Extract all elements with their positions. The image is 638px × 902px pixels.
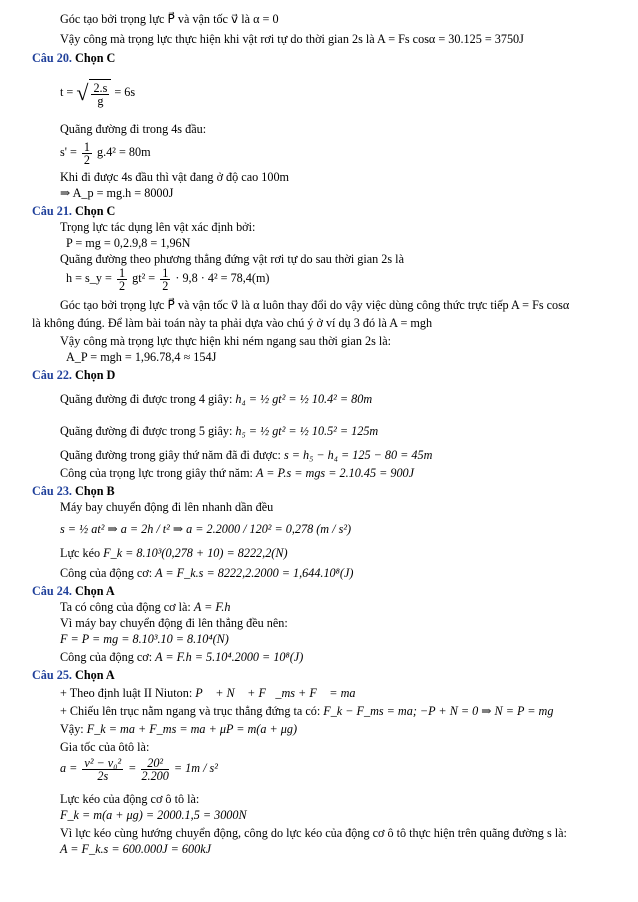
q20-s-num: 1 — [83, 139, 90, 154]
q21-line-8: A_P = mgh = 1,96.78,4 ≈ 154J — [66, 350, 217, 364]
half-num: 1 — [162, 265, 169, 280]
q25-line-3 — [60, 722, 297, 736]
q25-heading — [32, 668, 115, 682]
q22-l4-text: Công của trọng lực trong giây thứ năm: — [60, 466, 253, 480]
half-fraction — [117, 267, 127, 292]
q25-line-8: Vì lực kéo cùng hướng chuyển động, công do lực kéo của động cơ ô tô thực hiện trên quãng đường s là: — [60, 826, 567, 840]
q20-distance-label: Quãng đường đi trong 4s đầu: — [60, 122, 207, 136]
q20-heading — [32, 51, 115, 65]
q23-l4-math: A = F_k.s = 8222,2.2000 = 1,644.10⁸(J) — [155, 566, 354, 580]
half-den: 2 — [162, 278, 169, 293]
q22-line-4 — [60, 466, 414, 480]
q23-answer: Chọn B — [75, 484, 115, 498]
q22-l3-math: s = h₅ − h₄ = 125 − 80 = 45m — [283, 448, 433, 462]
q20-number: Câu 20. — [32, 51, 72, 65]
q25-frac-1-den: 2s — [97, 768, 109, 783]
q25-line-1 — [60, 686, 365, 700]
q22-l3-text: Quãng đường trong giây thứ năm đã đi được: — [60, 448, 281, 462]
q25-line-7: F_k = m(a + μg) = 2000.1,5 = 3000N — [60, 808, 247, 822]
q20-t-lhs: t = — [60, 85, 74, 99]
q20-t-fraction — [91, 82, 109, 107]
q25-l2-math: F_k − F_ms = ma; −P + N = 0 ⇒ N = P = mg — [323, 704, 554, 718]
q23-number: Câu 23. — [32, 484, 72, 498]
q21-heading — [32, 204, 115, 218]
q20-t-den: g — [97, 94, 104, 109]
q24-l4-text: Công của động cơ: — [60, 650, 153, 664]
q21-h-rhs: · 9,8 · 4² = 78,4(m) — [175, 271, 270, 285]
q22-heading — [32, 368, 115, 382]
q21-number: Câu 21. — [32, 204, 72, 218]
q20-t-rhs: = 6s — [114, 85, 136, 99]
q22-answer: Chọn D — [75, 368, 116, 382]
q24-l1-math: A = F.h — [193, 600, 231, 614]
q19-work-line: Vậy công mà trọng lực thực hiện khi vật rơi tự do thời gian 2s là A = Fs cosα = 30.125 = 3750J — [60, 32, 524, 46]
q25-a-rhs: = 1m / s² — [173, 761, 218, 775]
q21-line-2: P = mg = 0,2.9,8 = 1,96N — [66, 236, 191, 250]
q25-accel-formula: a = $\frac{\text{v² − v₀²}}{2s}$ = $\frac{\text{20²}}{2.200}$ = 1m / s² — [60, 755, 218, 783]
q23-heading — [32, 484, 115, 498]
q25-line-6: Lực kéo của động cơ ô tô là: — [60, 792, 200, 806]
q25-l1-text: + Theo định luật II Niuton: — [60, 686, 193, 700]
q21-line-3: Quãng đường theo phương thẳng đứng vật rơi tự do sau thời gian 2s là — [60, 252, 404, 266]
q25-frac-2-num: 20² — [141, 757, 168, 770]
q24-line-3: F = P = mg = 8.10³.10 = 8.10⁴(N) — [60, 632, 229, 646]
q22-line-1 — [60, 392, 372, 406]
q24-line-1 — [60, 600, 230, 614]
q25-a-lhs: a = — [60, 761, 78, 775]
q21-answer: Chọn C — [75, 204, 116, 218]
q22-line-2 — [60, 424, 378, 438]
q25-answer: Chọn A — [75, 668, 115, 682]
q23-line-4 — [60, 566, 353, 580]
q19-angle-line: Góc tạo bởi trọng lực P⃗ và vận tốc v⃗ là α = 0 — [60, 12, 279, 26]
q25-l2-text: + Chiếu lên trục nằm ngang và trục thẳng đứng ta có: — [60, 704, 321, 718]
q20-time-formula — [60, 78, 135, 108]
q20-distance-formula — [60, 138, 151, 166]
q20-answer: Chọn C — [75, 51, 116, 65]
q21-line-6: là không đúng. Để làm bài toán này ta phải dựa vào chú ý ở ví dụ 3 đó là A = mgh — [32, 316, 433, 330]
q25-line-4: Gia tốc của ôtô là: — [60, 740, 150, 754]
q22-line-3 — [60, 448, 432, 462]
half-fraction — [160, 267, 170, 292]
q20-height-line: Khi đi được 4s đầu thì vật đang ở độ cao 100m — [60, 170, 290, 184]
q25-frac-1 — [82, 757, 123, 782]
q22-l2-math: h₅ = ½ gt² = ½ 10.5² = 125m — [235, 424, 379, 438]
q23-line-3 — [60, 546, 288, 560]
q20-s-den: 2 — [83, 152, 90, 167]
q24-number: Câu 24. — [32, 584, 72, 598]
q25-line-9: A = F_k.s = 600.000J = 600kJ — [60, 842, 212, 856]
q20-work-line: ⇒ A_p = mg.h = 8000J — [60, 186, 174, 200]
q22-l4-math: A = P.s = mgs = 2.10.45 = 900J — [256, 466, 415, 480]
q20-s-fraction — [82, 141, 92, 166]
q21-line-1: Trọng lực tác dụng lên vật xác định bởi: — [60, 220, 256, 234]
half-num: 1 — [118, 265, 126, 280]
q25-l3-text: Vậy: — [60, 722, 84, 736]
q23-l4-text: Công của động cơ: — [60, 566, 153, 580]
q21-line-5: Góc tạo bởi trọng lực P⃗ và vận tốc v⃗ là α luôn thay đổi do vậy việc dùng công thức trực tiếp A = Fs cosα — [60, 298, 570, 312]
q20-s-lhs: s' = — [60, 145, 77, 159]
q22-l2-text: Quãng đường đi được trong 5 giây: — [60, 424, 233, 438]
q23-accel-formula: s = ½ at² ⇒ a = 2h / t² ⇒ a = 2.2000 / 120² = 0,278 (m / s²) — [60, 522, 352, 536]
q22-l1-text: Quãng đường đi được trong 4 giây: — [60, 392, 233, 406]
q25-line-2 — [60, 704, 553, 718]
q23-line-1: Máy bay chuyển động đi lên nhanh dần đều — [60, 500, 274, 514]
q24-l1-text: Ta có công của động cơ là: — [60, 600, 191, 614]
q20-t-num: 2.s — [93, 81, 108, 96]
q23-l3-text: Lực kéo — [60, 546, 101, 560]
q25-frac-1-num: v² − v₀² — [84, 755, 122, 770]
q25-l3-math: F_k = ma + F_ms = ma + μP = m(a + μg) — [86, 722, 298, 736]
half-den: 2 — [118, 278, 126, 293]
q22-l1-math: h₄ = ½ gt² = ½ 10.4² = 80m — [235, 392, 373, 406]
q24-line-2: Vì máy bay chuyển động đi lên thẳng đều nên: — [60, 616, 288, 630]
q21-h-lhs: h = s_y = — [66, 271, 112, 285]
q25-l1-math: P⃗ + N⃗ + F⃗_ms + F⃗ = ma⃗ — [195, 686, 365, 700]
q25-frac-2-den: 2.200 — [141, 768, 169, 783]
q20-s-rhs: g.4² = 80m — [97, 145, 151, 159]
sqrt-symbol: √ — [76, 80, 89, 106]
q25-frac-2 — [141, 757, 168, 782]
q25-number: Câu 25. — [32, 668, 72, 682]
q23-l3-math: F_k = 8.10³(0,278 + 10) = 8222,2(N) — [103, 546, 288, 560]
q24-heading — [32, 584, 115, 598]
q24-l4-math: A = F.h = 5.10⁴.2000 = 10⁸(J) — [155, 650, 304, 664]
q24-line-4 — [60, 650, 303, 664]
q24-answer: Chọn A — [75, 584, 115, 598]
q21-h-mid: gt² = — [132, 271, 156, 285]
q21-line-7: Vậy công mà trọng lực thực hiện khi ném ngang sau thời gian 2s là: — [60, 334, 392, 348]
q21-height-formula — [66, 264, 270, 292]
q22-number: Câu 22. — [32, 368, 72, 382]
